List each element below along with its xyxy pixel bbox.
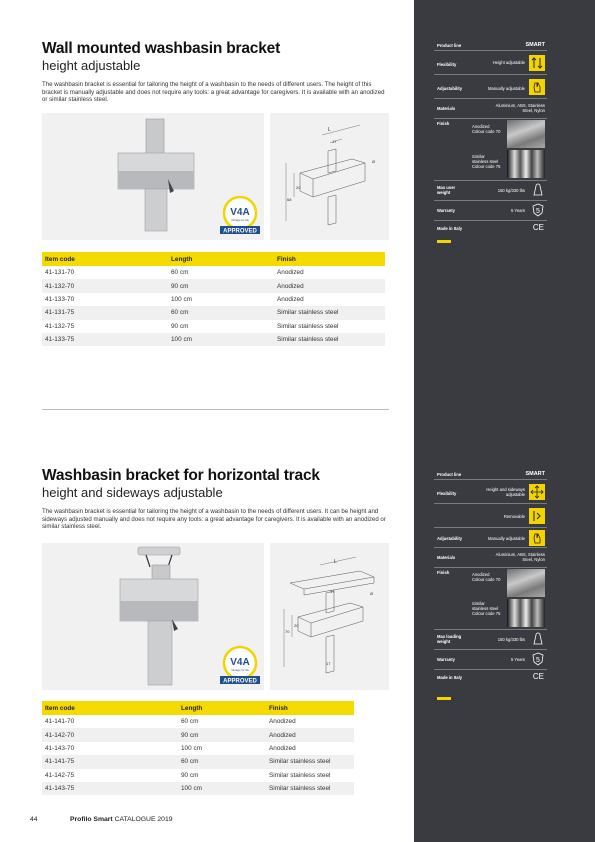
- svg-text:17: 17: [326, 661, 331, 666]
- length: 100 cm: [171, 295, 192, 303]
- finish: Anodized: [269, 744, 296, 752]
- footer-title: [70, 816, 173, 823]
- table-row: [42, 715, 354, 728]
- accent-bar: [437, 697, 451, 700]
- svg-text:APPROVED: APPROVED: [223, 678, 257, 685]
- table-row: [42, 279, 385, 292]
- spec-made-in: Made in Italy CE: [437, 223, 544, 232]
- finish: Anodized: [274, 279, 385, 292]
- spec-made-in: Made in Italy CE: [437, 672, 544, 681]
- product2-item-table: [42, 701, 354, 795]
- svg-text:17: 17: [332, 139, 337, 144]
- finish: Similar stainless steel: [266, 755, 354, 768]
- svg-text:Ø: Ø: [372, 159, 376, 164]
- anodized-swatch: [507, 120, 545, 148]
- weight-icon: [532, 183, 544, 198]
- stainless-swatch: [507, 150, 545, 178]
- spec-materials: Materials Aluminium, ABS, Stainless Steel, Nylon: [434, 549, 547, 568]
- col-item-code: Item code: [42, 252, 168, 266]
- svg-text:20: 20: [296, 185, 301, 190]
- finish-stainless: Similar stainless steel Colour code 75: [472, 154, 501, 169]
- svg-text:20: 20: [294, 623, 299, 628]
- finish-anodized: Anodized Colour code 70: [472, 124, 501, 134]
- item-code: 41-142-75: [45, 771, 75, 779]
- svg-text:APPROVED: APPROVED: [223, 228, 257, 235]
- accent-bar: [437, 240, 451, 243]
- spec-adjustability: Adjustability Manually adjustable: [434, 76, 547, 99]
- table-header-row: [42, 701, 354, 715]
- product1-subtitle: height adjustable: [42, 58, 141, 73]
- table-row: [42, 782, 354, 795]
- product2-description: The washbasin bracket is essential for tailoring the height of a washbasin to the needs of different users. It can be height and sideways adjusted manually and does not require any tools: a great advantage for caregivers. It is available with an anodized or similar stainless steel.: [42, 508, 386, 531]
- length: 90 cm: [171, 322, 189, 330]
- table-row: [42, 742, 354, 755]
- product2-photo: [42, 543, 264, 690]
- product2-subtitle: height and sideways adjustable: [42, 485, 223, 500]
- table-row: [42, 755, 354, 768]
- finish-anodized: Anodized Colour code 70: [472, 572, 501, 582]
- item-code: 41-132-75: [45, 322, 75, 330]
- table-row: [42, 320, 385, 333]
- spec-adjustability: Adjustability Manually adjustable: [434, 529, 547, 548]
- finish: Similar stainless steel: [274, 306, 385, 319]
- finish: Similar stainless steel: [266, 782, 354, 795]
- col-length: Length: [168, 252, 274, 266]
- item-code: 41-133-75: [42, 333, 168, 346]
- svg-text:68: 68: [287, 197, 292, 202]
- v4a-approved-badge: [218, 195, 262, 242]
- svg-text:Vintage for life: Vintage for life: [231, 218, 249, 222]
- table-row: [42, 306, 385, 319]
- col-length: Length: [178, 701, 266, 715]
- svg-text:V4A: V4A: [230, 207, 250, 218]
- ce-mark: CE: [532, 672, 544, 681]
- svg-text:L: L: [328, 127, 331, 133]
- table-row: [42, 293, 385, 306]
- spec-finish: Finish Anodized Colour code 70 Similar stainless steel Colour code 75: [434, 120, 547, 181]
- product1-technical-drawing: [270, 113, 389, 240]
- length: 90 cm: [168, 279, 274, 292]
- hand-icon: [529, 530, 545, 546]
- svg-text:Ø: Ø: [370, 591, 374, 596]
- warranty-shield-icon: [532, 203, 544, 218]
- svg-text:70: 70: [285, 629, 290, 634]
- spec-removable: Removable: [434, 505, 547, 528]
- hand-icon: [529, 79, 545, 95]
- spec-product-line: Product line SMART: [434, 42, 547, 51]
- weight-icon: [532, 632, 544, 647]
- length: 100 cm: [168, 333, 274, 346]
- anodized-swatch: [507, 569, 545, 597]
- finish-stainless: Similar stainless steel Colour code 75: [472, 601, 501, 616]
- product2-spec-list: [434, 471, 547, 691]
- finish: Anodized: [266, 728, 354, 741]
- svg-text:Vintage for life: Vintage for life: [231, 668, 249, 672]
- height-adjust-icon: [529, 55, 545, 71]
- product1-spec-list: [434, 42, 547, 242]
- product1-title: Wall mounted washbasin bracket: [42, 40, 281, 57]
- stainless-swatch: [507, 599, 545, 627]
- table-row: [42, 333, 385, 346]
- spec-finish: Finish Anodized Colour code 70 Similar stainless steel Colour code 75: [434, 569, 547, 630]
- length: 60 cm: [178, 755, 266, 768]
- footer-brand: Profilo Smart: [70, 816, 113, 823]
- length: 60 cm: [168, 306, 274, 319]
- finish: Similar stainless steel: [274, 333, 385, 346]
- item-code: 41-131-70: [45, 269, 75, 277]
- spec-flexibility: Flexibility Height adjustable: [434, 52, 547, 75]
- spec-warranty: Warranty 5 Years 5: [434, 651, 547, 670]
- item-code: 41-142-70: [42, 728, 178, 741]
- product1-item-table: [42, 252, 385, 346]
- table-row: [42, 769, 354, 782]
- svg-text:L: L: [334, 559, 337, 565]
- item-code: 41-143-75: [42, 782, 178, 795]
- length: 90 cm: [181, 771, 199, 779]
- product1-photo: [42, 113, 264, 240]
- spec-flexibility: Flexibility Height and sideways adjustable: [434, 481, 547, 504]
- item-code: 41-132-70: [42, 279, 168, 292]
- length: 60 cm: [181, 718, 199, 726]
- spec-product-line: Product line SMART: [434, 471, 547, 480]
- spec-materials: Materials Aluminium, ABS, Stainless Steel, Nylon: [434, 100, 547, 119]
- spec-max-user-weight: Max user weight 150 kg/330 lbs: [434, 182, 547, 201]
- ce-mark: CE: [532, 223, 544, 232]
- length: 90 cm: [178, 728, 266, 741]
- finish: Similar stainless steel: [277, 322, 339, 330]
- finish: Anodized: [269, 718, 296, 726]
- spec-max-loading-weight: Max loading weight 150 kg/330 lbs: [434, 631, 547, 650]
- spec-warranty: Warranty 5 Years 5: [434, 202, 547, 221]
- svg-text:5: 5: [536, 657, 540, 664]
- product2-title: Washbasin bracket for horizontal track: [42, 467, 320, 484]
- table-header-row: [42, 252, 385, 266]
- item-code: 41-131-75: [42, 306, 168, 319]
- item-code: 41-143-70: [45, 744, 75, 752]
- page-number: 44: [30, 816, 38, 823]
- col-finish: Finish: [266, 701, 354, 715]
- item-code: 41-141-70: [45, 718, 75, 726]
- item-code: 41-141-75: [42, 755, 178, 768]
- product1-description: The washbasin bracket is essential for tailoring the height of a washbasin to the needs of different users. The height of this bracket is manually adjustable and does not require any tools: a great advantage for caregivers. It is available with an anodized or similar stainless steel.: [42, 81, 385, 104]
- warranty-shield-icon: [532, 652, 544, 667]
- table-row: [42, 266, 385, 279]
- col-finish: Finish: [274, 252, 385, 266]
- length: 100 cm: [178, 782, 266, 795]
- finish: Similar stainless steel: [269, 771, 331, 779]
- length: 100 cm: [181, 744, 202, 752]
- length: 60 cm: [171, 269, 189, 277]
- v4a-approved-badge: [218, 645, 262, 692]
- move-arrows-icon: [529, 484, 545, 500]
- section-divider: [42, 409, 389, 410]
- svg-text:V4A: V4A: [230, 657, 250, 668]
- finish: Anodized: [277, 269, 304, 277]
- col-item-code: Item code: [42, 701, 178, 715]
- svg-text:5: 5: [536, 208, 540, 215]
- product2-technical-drawing: [270, 543, 389, 690]
- item-code: 41-133-70: [45, 295, 75, 303]
- removable-icon: [529, 508, 545, 524]
- svg-text:17: 17: [330, 589, 335, 594]
- footer-catalogue: CATALOGUE 2019: [114, 816, 173, 823]
- table-row: [42, 728, 354, 741]
- finish: Anodized: [277, 295, 304, 303]
